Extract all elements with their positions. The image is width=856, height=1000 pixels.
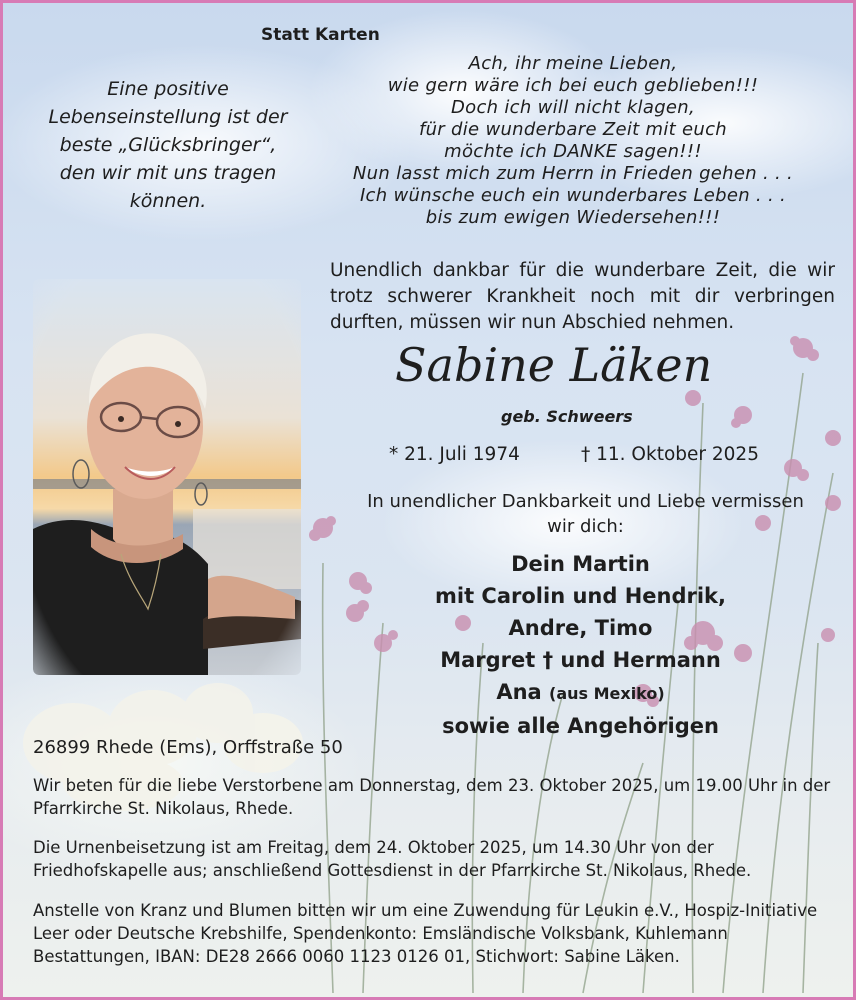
poem-line: Ich wünsche euch ein wunderbares Leben . . . [359, 185, 787, 206]
birth-date: * 21. Juli 1974 [389, 444, 520, 465]
mourner-name: Ana [496, 680, 542, 704]
mourner-line: Andre, Timo [508, 616, 653, 640]
poem-line: Doch ich will nicht klagen, [450, 97, 696, 118]
mourners-intro: In unendlicher Dankbarkeit und Liebe vermissen wir dich: [367, 491, 804, 537]
motto-quote: Eine positive Lebenseinstellung ist der beste „Glücksbringer“, den wir mit uns tragen können. [48, 78, 288, 212]
poem-line: bis zum ewigen Wiedersehen!!! [425, 207, 721, 228]
poem-line: Nun lasst mich zum Herrn in Frieden gehen . . . [352, 163, 794, 184]
mourner-line: Dein Martin [511, 552, 650, 576]
mourner-line: sowie alle Angehörigen [442, 714, 719, 738]
poem-line: Ach, ihr meine Lieben, [468, 53, 678, 74]
family-address: 26899 Rhede (Ems), Orffstraße 50 [33, 737, 343, 758]
mourner-note: (aus Mexiko) [549, 684, 665, 703]
poem-line: wie gern wäre ich bei euch geblieben!!! [387, 75, 759, 96]
poem-line: für die wunderbare Zeit mit euch [418, 119, 728, 140]
mourners-list [393, 548, 768, 742]
death-date: † 11. Oktober 2025 [581, 444, 759, 465]
portrait-photo [33, 279, 301, 675]
mourner-line: Margret † und Hermann [440, 648, 721, 672]
poem-line: möchte ich DANKE sagen!!! [444, 141, 702, 162]
maiden-name: geb. Schweers [501, 407, 633, 426]
prayer-notice: Wir beten für die liebe Verstorbene am Donnerstag, dem 23. Oktober 2025, um 19.00 Uhr in der Pfarrkirche St. Nikolaus, Rhede. [33, 776, 831, 818]
statt-karten-label: Statt Karten [261, 25, 380, 45]
mourner-line: mit Carolin und Hendrik, [435, 584, 726, 608]
mourner-line [393, 676, 768, 710]
poem [323, 53, 823, 229]
donation-notice: Anstelle von Kranz und Blumen bitten wir um eine Zuwendung für Leukin e.V., Hospiz-Initiative Leer oder Deutsche Krebshilfe, Spendenkonto: Emsländische Volksbank, Kuhlemann Bestattungen, IBAN: DE28 2666 0060 1123 0126 01, Stichwort: Sabine Läken. [33, 901, 818, 966]
intro-text: Unendlich dankbar für die wunderbare Zeit, die wir trotz schwerer Krankheit noch mit dir verbringen durften, müssen wir nun Abschied nehmen. [330, 260, 835, 333]
burial-notice: Die Urnenbeisetzung ist am Freitag, dem 24. Oktober 2025, um 14.30 Uhr von der Friedhofskapelle aus; anschließend Gottesdienst in der Pfarrkirche St. Nikolaus, Rhede. [33, 838, 752, 880]
deceased-name: Sabine Läken [395, 338, 713, 392]
